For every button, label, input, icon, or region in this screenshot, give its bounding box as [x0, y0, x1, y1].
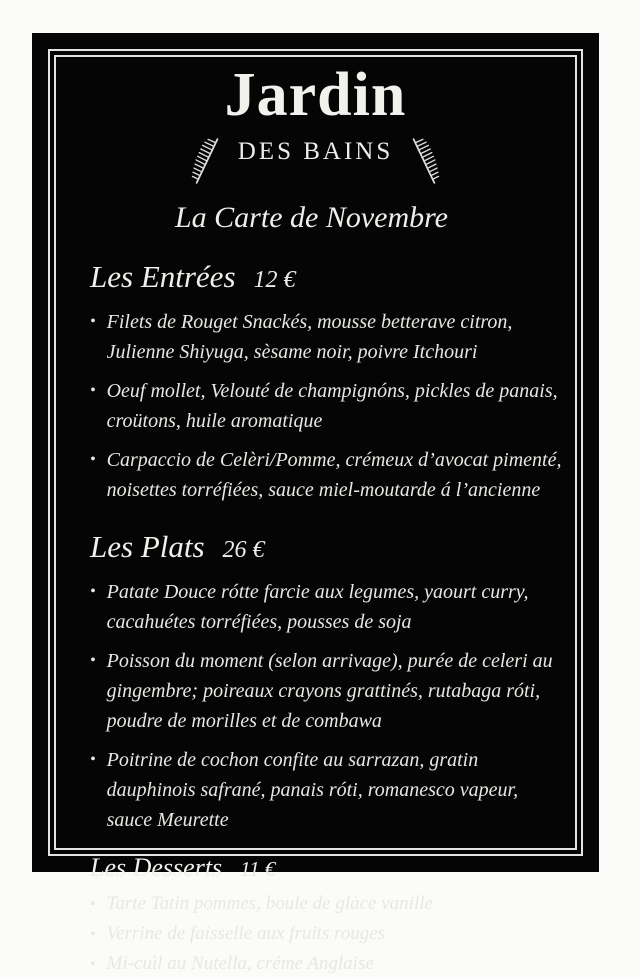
section-price: 26 €	[222, 537, 265, 564]
item-list	[90, 577, 563, 835]
menu-item-text: Mi-cuìl au Nutella, créme Anglaise	[106, 953, 374, 975]
bullet-icon: •	[90, 751, 96, 769]
menu-month-title: La Carte de Novembre	[174, 201, 449, 235]
fern-leaf-icon	[407, 136, 443, 186]
logo-subtitle: DES BAINS	[237, 137, 394, 165]
section-name: Les Entrées	[90, 259, 236, 295]
menu-item-text: Tarte Tatin pommes, boule de glàce vanille	[106, 893, 433, 915]
fern-leaf-icon	[188, 136, 224, 186]
menu-content	[40, 41, 591, 975]
section-entrees	[90, 259, 563, 505]
section-name: Les Desserts	[90, 853, 223, 883]
section-plats	[90, 529, 563, 835]
menu-item	[90, 577, 563, 637]
bullet-icon: •	[90, 652, 96, 670]
item-list	[90, 891, 563, 979]
menu-item	[90, 646, 563, 736]
menu-card	[32, 33, 599, 975]
restaurant-logo	[90, 61, 541, 176]
menu-item	[90, 745, 563, 835]
section-name: Les Plats	[90, 529, 205, 565]
menu-item-text: Oeuf mollet, Velouté de champignóns, pickles de panais, croütons, huile aromatique	[106, 380, 558, 433]
menu-item	[90, 307, 563, 367]
section-header	[90, 259, 563, 295]
menu-item	[90, 445, 563, 505]
menu-item-text: Poitrine de cochon confite au sarrazan, gratin dauphinois safrané, panais róti, romanesco vapeur, sauce Meurette	[106, 749, 519, 832]
menu-item	[90, 921, 563, 948]
bullet-icon: •	[90, 896, 96, 914]
menu-item-text: Poisson du moment (selon arrivage), purée de celeri au gingembre; poireaux crayons grattinés, rutabaga róti, poudre de morilles et de combawa	[106, 650, 553, 733]
menu-item-text: Patate Douce rótte farcie aux legumes, yaourt curry, cacahuétes torréfiées, pousses de soja	[106, 581, 529, 634]
bullet-icon: •	[90, 926, 96, 944]
menu-item-text: Filets de Rouget Snackés, mousse betterave citron, Julienne Shiyuga, sèsame noir, poivre Itchouri	[106, 311, 513, 364]
section-header	[90, 529, 563, 565]
bullet-icon: •	[90, 583, 96, 601]
bullet-icon: •	[90, 313, 96, 331]
logo-title: Jardin	[224, 61, 407, 129]
item-list	[90, 307, 563, 505]
menu-item	[90, 376, 563, 436]
menu-item	[90, 951, 563, 978]
section-header	[90, 853, 563, 883]
section-price: 11 €	[240, 857, 276, 882]
logo-subtitle-row	[90, 126, 541, 176]
menu-item-text: Verrine de faisselle aux fruits rouges	[106, 923, 386, 945]
section-desserts	[90, 853, 563, 979]
bullet-icon: •	[90, 451, 96, 469]
menu-item-text: Carpaccio de Celèri/Pomme, crémeux d’avocat pimenté, noisettes torréfiées, sauce miel-moutarde á l’ancienne	[106, 449, 562, 502]
bullet-icon: •	[90, 956, 96, 974]
section-price: 12 €	[253, 267, 296, 294]
bullet-icon: •	[90, 382, 96, 400]
